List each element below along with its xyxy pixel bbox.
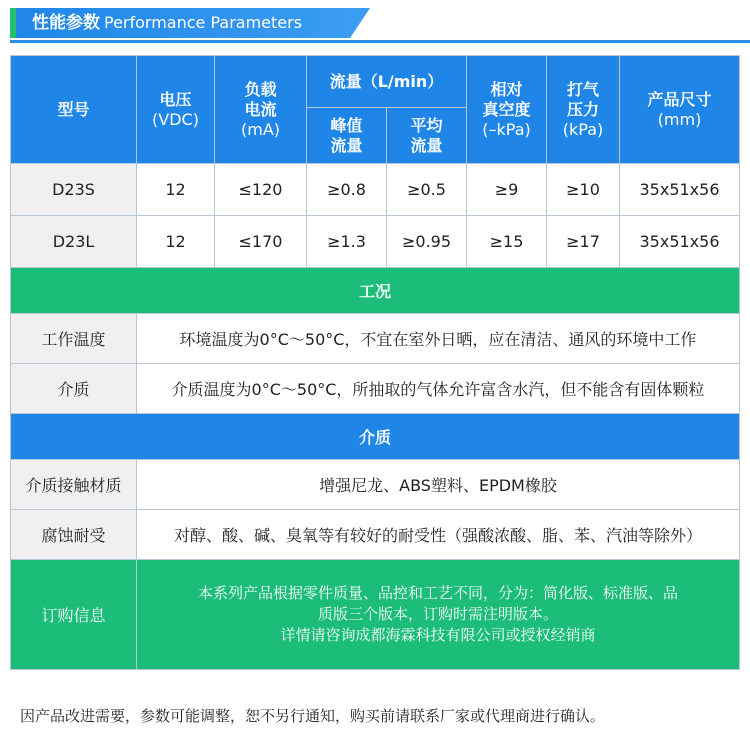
cell-current: ≤120 (215, 164, 307, 216)
col-header-size: 产品尺寸 (mm) (620, 56, 740, 164)
order-line-1: 本系列产品根据零件质量、品控和工艺不同，分为：简化版、标准版、品 (197, 584, 678, 602)
header-accent (10, 8, 16, 38)
cell-voltage: 12 (137, 216, 215, 268)
col-header-flow: 流量（L/min） (307, 56, 467, 108)
col-header-pressure: 打气 压力 (kPa) (547, 56, 620, 164)
cell-pressure: ≥17 (547, 216, 620, 268)
header-title (32, 8, 302, 38)
section-title-conditions: 工况 (11, 268, 740, 314)
section-title-medium: 介质 (11, 414, 740, 460)
label-medium: 介质 (11, 364, 137, 414)
spec-table (10, 55, 740, 670)
cell-vacuum: ≥15 (467, 216, 547, 268)
header-title-en: Performance Parameters (104, 13, 303, 32)
label-contact-material: 介质接触材质 (11, 460, 137, 510)
col-header-voltage: 电压 (VDC) (137, 56, 215, 164)
cell-model: D23S (11, 164, 137, 216)
cell-flow-peak: ≥0.8 (307, 164, 387, 216)
table-row (11, 164, 740, 216)
label-work-temp: 工作温度 (11, 314, 137, 364)
cell-model: D23L (11, 216, 137, 268)
text-work-temp: 环境温度为0°C～50°C，不宜在室外日晒，应在清洁、通风的环境中工作 (137, 314, 740, 364)
table-row (11, 216, 740, 268)
text-contact-material: 增强尼龙、ABS塑料、EPDM橡胶 (137, 460, 740, 510)
cell-vacuum: ≥9 (467, 164, 547, 216)
cell-flow-avg: ≥0.5 (387, 164, 467, 216)
section-header (10, 8, 750, 38)
col-header-current: 负载 电流 (mA) (215, 56, 307, 164)
cell-flow-peak: ≥1.3 (307, 216, 387, 268)
header-title-cn: 性能参数 (32, 13, 100, 33)
order-line-3: 详情请咨询成都海霖科技有限公司或授权经销商 (280, 626, 596, 644)
cell-size: 35x51x56 (620, 216, 740, 268)
text-medium: 介质温度为0°C～50°C，所抽取的气体允许富含水汽，但不能含有固体颗粒 (137, 364, 740, 414)
cell-pressure: ≥10 (547, 164, 620, 216)
footer-note: 因产品改进需要，参数可能调整，恕不另行通知，购买前请联系厂家或代理商进行确认。 (20, 707, 606, 725)
cell-voltage: 12 (137, 164, 215, 216)
order-line-2: 质版三个版本，订购时需注明版本。 (317, 605, 558, 623)
col-header-flow-avg: 平均 流量 (387, 108, 467, 164)
cell-current: ≤170 (215, 216, 307, 268)
label-corrosion: 腐蚀耐受 (11, 510, 137, 560)
header-bar-slant (350, 8, 370, 38)
text-corrosion: 对醇、酸、碱、臭氧等有较好的耐受性（强酸浓酸、脂、苯、汽油等除外） (137, 510, 740, 560)
text-order-info (137, 560, 740, 670)
cell-flow-avg: ≥0.95 (387, 216, 467, 268)
col-header-flow-peak: 峰值 流量 (307, 108, 387, 164)
header-underline (10, 40, 750, 43)
cell-size: 35x51x56 (620, 164, 740, 216)
col-header-model: 型号 (11, 56, 137, 164)
col-header-vacuum: 相对 真空度 (–kPa) (467, 56, 547, 164)
label-order-info: 订购信息 (11, 560, 137, 670)
